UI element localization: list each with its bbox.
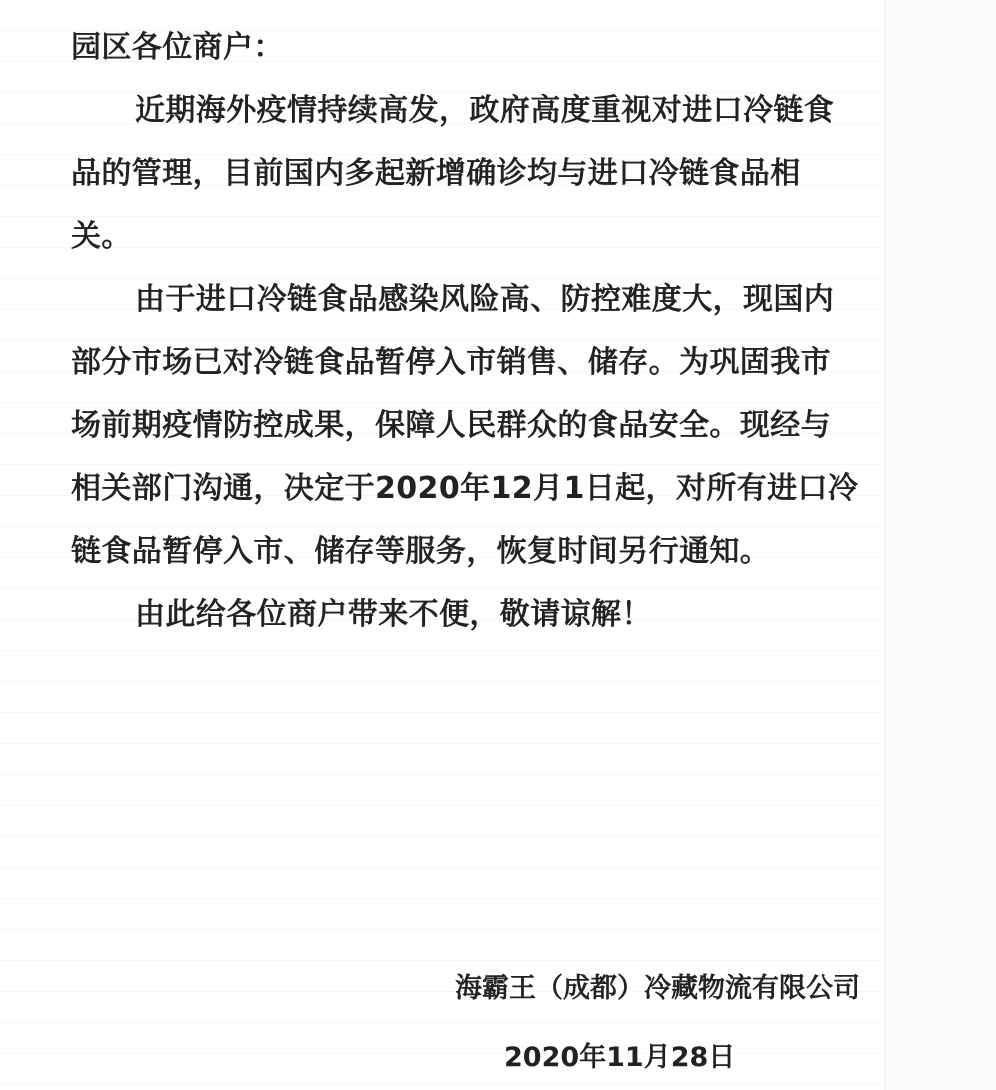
- notice-paragraph-2: 由于进口冷链食品感染风险高、防控难度大，现国内部分市场已对冷链食品暂停入市销售、储存。为巩固我市场前期疫情防控成果，保障人民群众的食品安全。现经与相关部门沟通，决定于2020年12月1日起，对所有进口冷链食品暂停入市、储存等服务，恢复时间另行通知。: [71, 282, 859, 569]
- notice-signature: 海霸王（成都）冷藏物流有限公司: [455, 973, 860, 1004]
- notice-paragraph-3: 由此给各位商户带来不便，敬请谅解！: [135, 597, 652, 632]
- notice-greeting: 园区各位商户：: [71, 30, 284, 65]
- page-right-margin: [884, 0, 996, 1090]
- notice-paragraph-1: 近期海外疫情持续高发，政府高度重视对进口冷链食品的管理，目前国内多起新增确诊均与进口冷链食品相关。: [71, 93, 835, 254]
- notice-date: 2020年11月28日: [504, 1042, 736, 1073]
- notice-body: [71, 16, 871, 646]
